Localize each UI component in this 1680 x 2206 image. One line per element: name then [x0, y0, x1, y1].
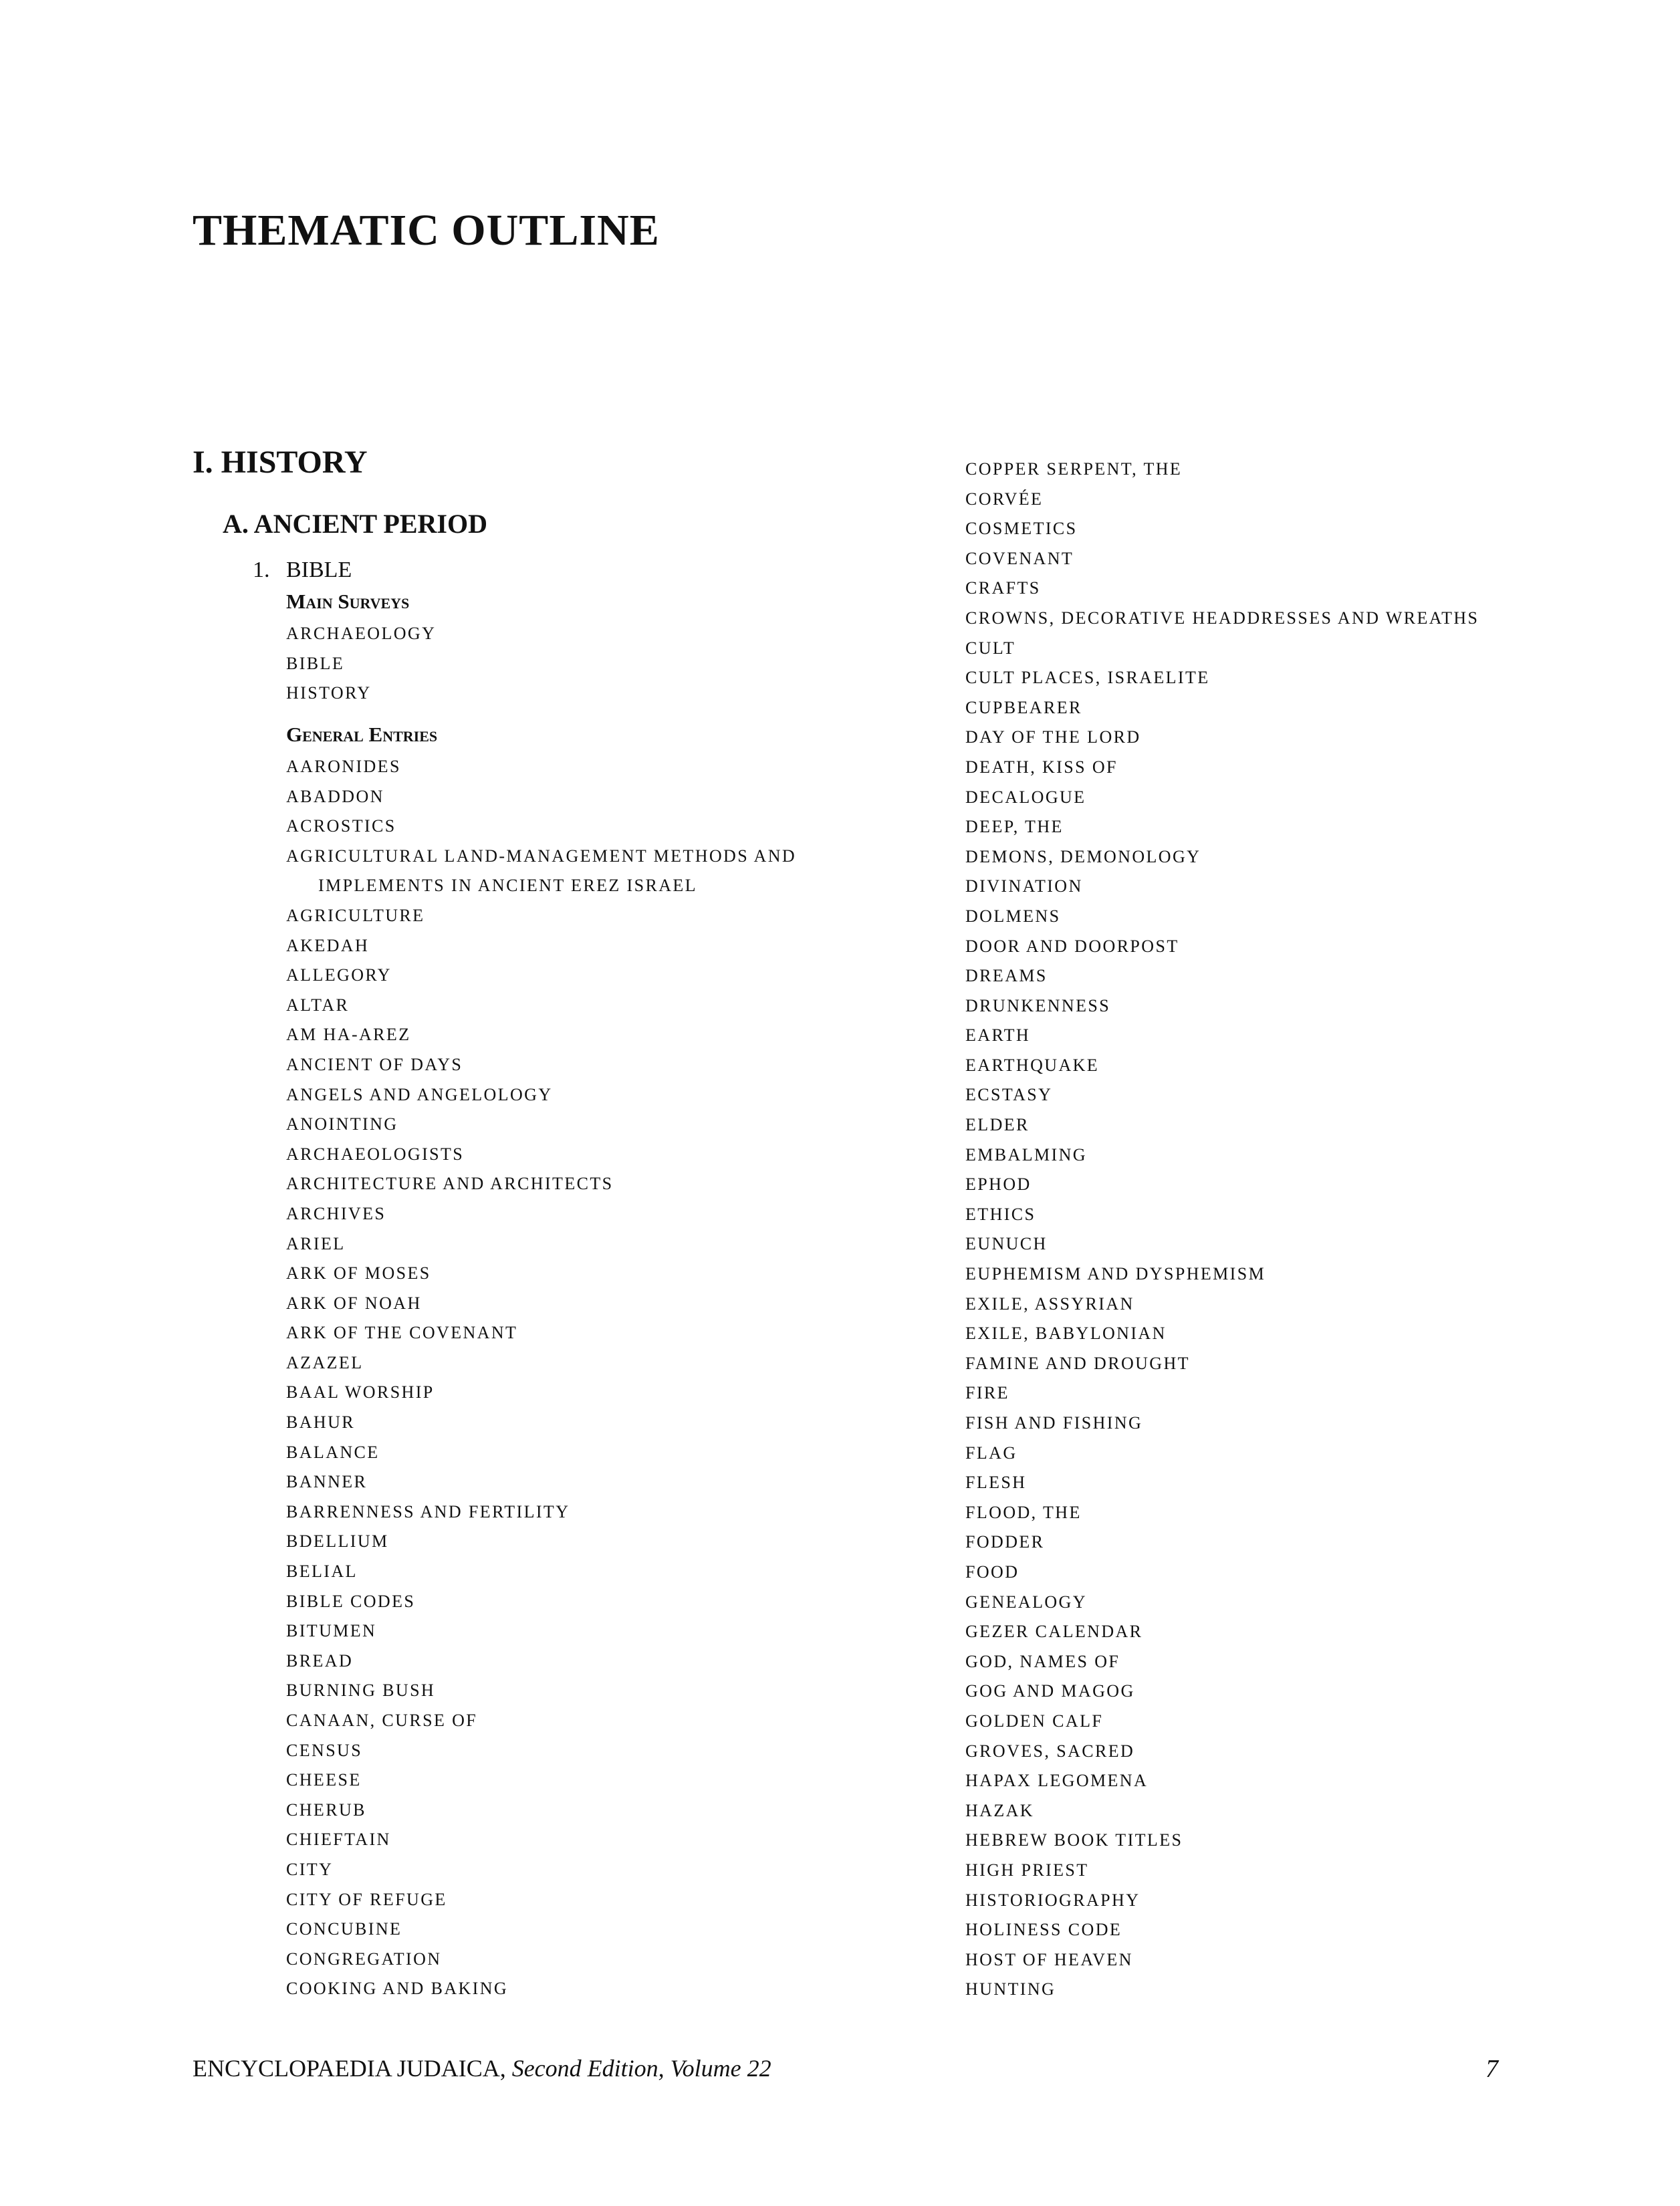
- entry-item: BAHUR: [286, 1413, 356, 1433]
- entry-item: CHEESE: [286, 1770, 362, 1790]
- entry-item: AGRICULTURE: [286, 905, 425, 925]
- entry-item: FAMINE AND DROUGHT: [965, 1353, 1190, 1373]
- entry-item: EXILE, ASSYRIAN: [965, 1294, 1134, 1314]
- entry-item: CHERUB: [286, 1800, 366, 1820]
- entry-item: HISTORIOGRAPHY: [965, 1890, 1141, 1910]
- entry-item: EARTH: [965, 1025, 1031, 1046]
- entry-item: CROWNS, DECORATIVE HEADDRESSES AND WREATHS: [965, 608, 1479, 628]
- entry-item: CUPBEARER: [965, 697, 1082, 717]
- general-entries-left-column: [286, 752, 796, 2004]
- entry-item: CORVÉE: [965, 489, 1044, 509]
- page-number: 7: [1485, 2055, 1498, 2083]
- entry-item: HUNTING: [965, 1979, 1056, 1999]
- entry-item: ARCHAEOLOGISTS: [286, 1144, 465, 1164]
- entry-item: DIVINATION: [965, 876, 1083, 896]
- entry-item: ARCHITECTURE AND ARCHITECTS: [286, 1174, 614, 1194]
- entry-item: BIBLE: [286, 653, 345, 673]
- entry-item: COOKING AND BAKING: [286, 1979, 509, 1999]
- entry-item: HISTORY: [286, 683, 372, 703]
- entry-item: CITY OF REFUGE: [286, 1889, 447, 1909]
- entry-item: BURNING BUSH: [286, 1681, 436, 1701]
- entry-item: EUPHEMISM AND DYSPHEMISM: [965, 1264, 1266, 1284]
- topic-heading: [253, 559, 352, 582]
- entry-item: HEBREW BOOK TITLES: [965, 1830, 1183, 1850]
- entry-item: DRUNKENNESS: [965, 995, 1111, 1015]
- entry-item: AKEDAH: [286, 935, 370, 955]
- subsection-heading: A. ANCIENT PERIOD: [223, 509, 487, 539]
- entry-item: GOD, NAMES OF: [965, 1651, 1120, 1671]
- entry-item: CONCUBINE: [286, 1919, 402, 1939]
- entry-item: ELDER: [965, 1115, 1030, 1135]
- entry-item: DEMONS, DEMONOLOGY: [965, 846, 1201, 866]
- entry-item: FLOOD, THE: [965, 1502, 1082, 1522]
- entry-item: CRAFTS: [965, 578, 1041, 598]
- topic-title: BIBLE: [286, 558, 352, 582]
- entry-item: AARONIDES: [286, 757, 401, 776]
- entry-item: CANAAN, CURSE OF: [286, 1711, 478, 1730]
- entry-item: DOOR AND DOORPOST: [965, 936, 1179, 956]
- entry-item: FISH AND FISHING: [965, 1413, 1143, 1433]
- entry-item: DREAMS: [965, 966, 1048, 986]
- entry-item: GEZER CALENDAR: [965, 1622, 1143, 1642]
- entry-item: HOST OF HEAVEN: [965, 1949, 1133, 1969]
- entry-item: FLESH: [965, 1473, 1027, 1493]
- entry-item: GROVES, SACRED: [965, 1741, 1135, 1761]
- entry-item: EPHOD: [965, 1175, 1032, 1195]
- footer-citation: [193, 2056, 771, 2080]
- entry-item: ARCHAEOLOGY: [286, 624, 437, 643]
- entry-item: ANGELS AND ANGELOLOGY: [286, 1084, 553, 1104]
- footer-publication: ENCYCLOPAEDIA JUDAICA,: [193, 2055, 506, 2082]
- entry-item: CENSUS: [286, 1740, 363, 1760]
- entry-item: BDELLIUM: [286, 1531, 389, 1552]
- general-entries-label: General Entries: [286, 723, 438, 746]
- page-title: THEMATIC OUTLINE: [193, 206, 660, 255]
- entry-item: FIRE: [965, 1383, 1009, 1403]
- entry-item: HAPAX LEGOMENA: [965, 1771, 1149, 1791]
- entry-item: ETHICS: [965, 1204, 1036, 1224]
- entry-item: ACROSTICS: [286, 816, 396, 836]
- entry-item: HAZAK: [965, 1800, 1034, 1820]
- main-surveys-label: Main Surveys: [286, 590, 410, 613]
- entry-item: ANCIENT OF DAYS: [286, 1054, 463, 1074]
- entry-item: DAY OF THE LORD: [965, 727, 1141, 747]
- entry-item-continuation: IMPLEMENTS IN ANCIENT EREZ ISRAEL: [318, 876, 697, 896]
- entry-item: FOOD: [965, 1562, 1019, 1582]
- general-entries-right-column: [965, 455, 1479, 2005]
- entry-item: BANNER: [286, 1472, 368, 1492]
- entry-item: HOLINESS CODE: [965, 1920, 1122, 1940]
- entry-item: EMBALMING: [965, 1144, 1087, 1165]
- entry-item: ARIEL: [286, 1233, 346, 1253]
- entry-item: COVENANT: [965, 548, 1074, 568]
- entry-item: FLAG: [965, 1443, 1017, 1463]
- entry-item: BAAL WORSHIP: [286, 1382, 435, 1402]
- entry-item: DOLMENS: [965, 906, 1061, 926]
- entry-item: GENEALOGY: [965, 1592, 1087, 1612]
- entry-item: ARK OF MOSES: [286, 1263, 431, 1283]
- entry-item: BELIAL: [286, 1562, 358, 1582]
- entry-item: BITUMEN: [286, 1621, 377, 1641]
- entry-item: EARTHQUAKE: [965, 1055, 1100, 1075]
- entry-item: CONGREGATION: [286, 1949, 442, 1969]
- entry-item: FODDER: [965, 1532, 1045, 1552]
- main-surveys-list: [286, 619, 436, 709]
- entry-item: CULT PLACES, ISRAELITE: [965, 668, 1210, 688]
- entry-item: CITY: [286, 1859, 334, 1879]
- entry-item: ABADDON: [286, 786, 384, 806]
- entry-item: ALLEGORY: [286, 965, 392, 985]
- entry-item: BREAD: [286, 1650, 354, 1671]
- entry-item: GOLDEN CALF: [965, 1711, 1104, 1731]
- entry-item: ANOINTING: [286, 1114, 398, 1134]
- section-heading: I. HISTORY: [193, 445, 368, 480]
- entry-item: GOG AND MAGOG: [965, 1681, 1135, 1701]
- entry-item: AGRICULTURAL LAND-MANAGEMENT METHODS AND: [286, 846, 797, 866]
- entry-item: ECSTASY: [965, 1085, 1053, 1105]
- entry-item: DEATH, KISS OF: [965, 757, 1118, 777]
- entry-item: AM HA-AREZ: [286, 1025, 411, 1045]
- entry-item: ARK OF THE COVENANT: [286, 1323, 518, 1343]
- entry-item: CULT: [965, 638, 1016, 658]
- footer-edition: Second Edition, Volume 22: [511, 2055, 771, 2082]
- entry-item: HIGH PRIEST: [965, 1860, 1089, 1880]
- entry-item: AZAZEL: [286, 1352, 364, 1372]
- entry-item: COPPER SERPENT, THE: [965, 459, 1183, 479]
- entry-item: EXILE, BABYLONIAN: [965, 1324, 1167, 1344]
- entry-item: ARK OF NOAH: [286, 1293, 422, 1313]
- entry-item: DEEP, THE: [965, 817, 1064, 837]
- entry-item: CHIEFTAIN: [286, 1830, 391, 1850]
- topic-number: 1.: [253, 558, 270, 582]
- entry-item: BIBLE CODES: [286, 1591, 416, 1611]
- entry-item: BARRENNESS AND FERTILITY: [286, 1501, 570, 1521]
- entry-item: ARCHIVES: [286, 1203, 386, 1223]
- entry-item: BALANCE: [286, 1442, 380, 1462]
- entry-item: COSMETICS: [965, 519, 1078, 539]
- entry-item: EUNUCH: [965, 1234, 1048, 1254]
- entry-item: DECALOGUE: [965, 787, 1086, 807]
- entry-item: ALTAR: [286, 995, 350, 1015]
